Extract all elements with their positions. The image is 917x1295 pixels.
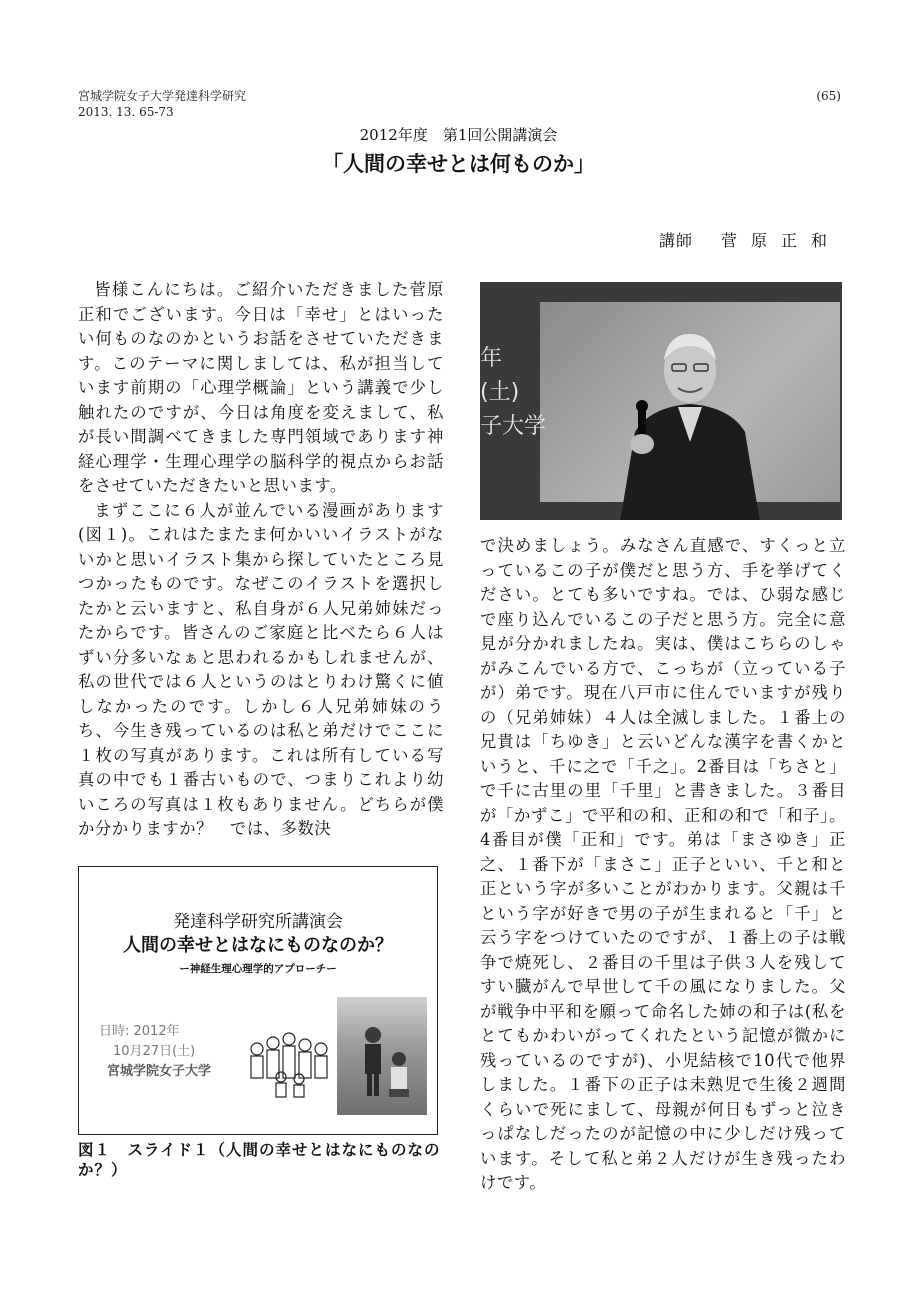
two-boys-photo — [337, 997, 427, 1115]
screen-text-line: 子大学 — [480, 414, 547, 439]
slide-subtitle: ー神経生理心理学的アプローチー — [179, 963, 337, 975]
page-title: 「人間の幸せとは何ものか」 — [322, 152, 595, 176]
figure-caption: 図１ スライド１（人間の幸せとはなにものなのか？） — [78, 1141, 441, 1179]
screen-text-line: 年 — [480, 346, 503, 371]
slide-venue: 宮城学院女子大学 — [107, 1064, 212, 1079]
body-paragraph-2: まずここに６人が並んでいる漫画があります(図１)。これはたまたま何かいいイラストがないかと思いイラスト集から探していたところ見つかったものです。なぜこのイラストを選択したかと云いますと、私自身が６人兄弟姉妹だったからです。皆さんのご家庭と比べたら６人はずい分多いなぁと思われるかもしれませんが、私の世代では６人というのはとりわけ驚くに値しなかったのです。しかし６人兄弟姉妹のうち、今生き残っているのは私と弟だけでここに１枚の写真があります。これは所有している写真の中でも１番古いもので、つまりこれより幼いころの写真は１枚もありません。どちらが僕か分かりますか？ では、多数決 — [78, 500, 444, 838]
citation: 2013. 13. 65-73 — [78, 105, 174, 119]
slide-date-value: 10月27日(土) — [113, 1044, 196, 1059]
lecturer-line — [659, 228, 841, 251]
slide-date-label: 日時: 2012年 — [99, 1024, 180, 1039]
body-column-left — [78, 278, 444, 848]
lecturer-label: 講師 — [658, 231, 693, 250]
body-paragraph-3: で決めましょう。みなさん直感で、すくっと立っているこの子が僕だと思う方、手を挙げてください。とても多いですね。では、ひ弱な感じで座り込んでいるこの子だと思う方。完全に意見が分かれましたね。実は、僕はこちらのしゃがみこんでいる方で、こっちが（立っている子が）弟です。現在八戸市に住んでいますが残りの（兄弟姉妹）４人は全滅しました。１番上の兄貴は「ちゆき」と云いどんな漢字を書くかというと、千に之で「千之」。2番目は「ちさと」で千に古里の里「千里」と書きました。３番目が「かずこ」で平和の和、正和の和で「和子」。4番目が僕「正和」です。弟は「まさゆき」正之、１番下が「まさこ」正子といい、千と和と正という字が多いことがわかります。父親は千という字が好きで男の子が生まれると「千」と云う字をつけていたのですが、１番上の子は戦争で焼死し、２番目の千里は子供３人を残してすい臓がんで早世して千の風になりました。父が戦争中平和を願って命名した姉の和子は(私をとてもかわいがってくれたという記憶が微かに残っているのですが)、小児結核で10代で他界しました。１番下の正子は未熟児で生後２週間くらいで死にまして、母親が何日もずっと泣きっぱなしだったのが記憶の中に少しだけ残っています。そして私と弟２人だけが生き残ったわけです。 — [480, 536, 846, 1192]
lecture-photo — [480, 282, 842, 520]
six-children-illustration — [247, 1027, 337, 1107]
page-number: (65) — [816, 89, 841, 103]
journal-name: 宮城学院女子大学発達科学研究 — [78, 89, 247, 103]
slide-date-block — [99, 1022, 211, 1082]
speaker-figure — [610, 312, 770, 520]
lecturer-name: 菅原正和 — [720, 231, 841, 250]
screen-text — [480, 342, 546, 444]
slide-old-photo — [337, 997, 427, 1115]
slide-title-line2: 人間の幸せとはなにものなのか？ — [123, 935, 393, 956]
figure-slide — [78, 866, 438, 1135]
screen-text-line: (土) — [480, 380, 520, 405]
body-column-right — [480, 534, 846, 1194]
body-paragraph-1: 皆様こんにちは。ご紹介いただきました菅原正和でございます。今日は「幸せ」とはいったい何ものなのかというお話をさせていただきます。このテーマに関しましては、私が担当しています前期の「心理学概論」という講義で少し触れたのですが、今日は角度を変えまして、私が長い間調べてきました専門領域であります神経心理学・生理心理学の脳科学的視点からお話をさせていただきたいと思います。 — [78, 280, 444, 495]
slide-title-line1: 発達科学研究所講演会 — [173, 912, 343, 932]
event-heading: 2012年度 第1回公開講演会 — [359, 126, 558, 144]
